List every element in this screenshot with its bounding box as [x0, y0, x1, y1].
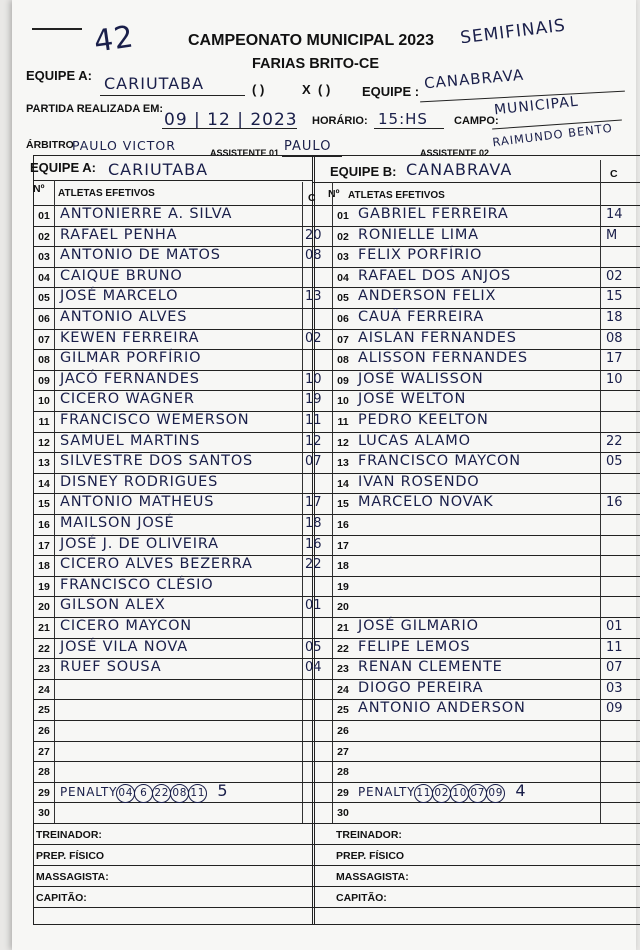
team-a-capitao-label: CAPITÃO: [36, 892, 87, 904]
team-a-player-name: GILMAR PORFÍRIO [60, 350, 202, 367]
team-b-row-number: 21 [337, 622, 349, 634]
team-b-row-number: 27 [337, 745, 349, 758]
team-a-row-number: 21 [38, 622, 50, 634]
team-b-penalty-kick: 09 [486, 784, 505, 803]
top-left-dash [32, 28, 82, 30]
team-a-row-number: 11 [38, 416, 50, 428]
team-a-player-c: 07 [305, 454, 322, 470]
team-b-row-number: 05 [337, 292, 349, 305]
team-a-penalty-kick: 08 [170, 784, 189, 803]
team-a-col-no: Nº [33, 183, 45, 195]
team-a-player-c: 19 [305, 392, 322, 408]
team-b-row-number: 23 [337, 663, 349, 676]
arbitro-value: PAULO VICTOR [72, 138, 176, 153]
team-a-row-number: 22 [38, 642, 50, 655]
team-a-trainer-label: TREINADOR: [36, 829, 102, 841]
team-b-player-name: PEDRO KEELTON [358, 412, 489, 428]
team-b-player-name: ALISSON FERNANDES [358, 350, 528, 367]
team-b-row-number: 29 [337, 786, 349, 799]
team-b-player-c: 11 [606, 639, 623, 655]
team-a-player-c: 08 [305, 248, 322, 264]
team-b-col-athletes: ATLETAS EFETIVOS [348, 190, 445, 201]
team-b-row-number: 24 [337, 683, 349, 696]
team-b-player-c: 05 [606, 454, 623, 470]
team-a-row-number: 16 [38, 519, 50, 531]
team-b-player-name: FRANCISCO MAYCON [358, 453, 521, 470]
team-b-player-name: RONIELLE LIMA [358, 226, 479, 243]
team-a-penalty-kick: 22 [152, 784, 171, 803]
scoresheet [12, 0, 636, 950]
team-b-name: CANABRAVA [406, 160, 513, 179]
team-b-row-number: 12 [337, 436, 349, 449]
team-b-player-c: 14 [606, 207, 623, 222]
team-b-player-name: JOSÉ WALISSON [358, 370, 484, 387]
team-b-penalty [358, 781, 526, 803]
team-b-row-number: 13 [337, 457, 349, 470]
assistente-01-value: PAULO [284, 139, 332, 154]
team-a-player-c: 12 [305, 433, 322, 449]
team-b-player-c: 15 [606, 289, 623, 305]
team-a-player-name: CICERO ALVES BEZERRA [60, 556, 253, 573]
team-b-prep-label: PREP. FÍSICO [336, 850, 405, 862]
team-a-player-c: 22 [305, 557, 322, 573]
team-b-row-number: 20 [337, 601, 349, 614]
team-a-player-name: ANTONIERRE A. SILVA [60, 206, 233, 222]
assistente-02-label: ASSISTENTE 02 [420, 148, 490, 158]
team-a-penalty-total: 5 [217, 780, 229, 800]
score-x: X [302, 82, 311, 97]
team-b-player-name: AISLAN FERNANDES [358, 329, 517, 346]
team-a-col-c: C [308, 192, 316, 204]
equipe-b-header-value: CANABRAVA [423, 65, 525, 93]
team-a-player-c: 17 [305, 495, 322, 511]
team-b-penalty-kick: 07 [468, 784, 487, 803]
team-a-player-name: ANTONIO ALVES [60, 309, 188, 325]
team-b-penalty-total: 4 [515, 780, 527, 800]
team-b-row-number: 07 [337, 333, 349, 346]
team-a-player-name: SAMUEL MARTINS [60, 432, 201, 449]
team-b-row-number: 17 [337, 539, 349, 552]
team-b-player-c: 03 [606, 680, 623, 696]
team-a-row-number: 12 [38, 436, 50, 449]
team-b-player-name: ANTONIO ANDERSON [358, 700, 526, 717]
team-a-player-name: SILVESTRE DOS SANTOS [60, 453, 254, 470]
team-b-player-c: 10 [606, 371, 623, 387]
team-a-row-number: 30 [38, 807, 50, 820]
team-b-player-c: 08 [606, 330, 623, 346]
stage-label: SEMIFINAIS [459, 15, 567, 49]
team-b-label: EQUIPE B: [330, 164, 397, 179]
team-b-player-name: CAUÃ FERREIRA [358, 309, 485, 325]
team-b-row-number: 25 [337, 704, 349, 717]
team-a-player-name: FRANCISCO WEMERSON [60, 412, 250, 428]
team-b-row-number: 06 [337, 313, 349, 325]
team-a-player-name: GILSON ALEX [60, 597, 166, 614]
team-a-col-athletes: ATLETAS EFETIVOS [58, 188, 155, 199]
team-b-row-number: 18 [337, 560, 349, 573]
team-a-player-name: FRANCISCO CLÉSIO [60, 576, 214, 593]
partida-label: PARTIDA REALIZADA EM: [26, 103, 164, 115]
team-b-row-number: 30 [337, 807, 349, 820]
championship-title: CAMPEONATO MUNICIPAL 2023 [188, 32, 434, 49]
team-a-player-name: DISNEY RODRIGUES [60, 473, 219, 490]
team-a-penalty-label: PENALTY [60, 784, 118, 799]
team-a-player-c: 18 [305, 516, 322, 531]
team-b-player-c: 09 [606, 701, 623, 717]
team-b-penalty-label: PENALTY [358, 784, 416, 799]
team-b-player-c: 07 [606, 660, 623, 676]
team-b-player-name: FELIX PORFÍRIO [358, 247, 483, 264]
team-b-row-number: 08 [337, 354, 349, 367]
team-a-row-number: 06 [38, 313, 50, 325]
team-a-row-number: 19 [38, 580, 50, 593]
team-a-penalty-kick: 11 [188, 784, 207, 803]
team-a-row-number: 17 [38, 539, 50, 552]
team-a-row-number: 28 [38, 766, 50, 779]
match-date: 09 | 12 | 2023 [164, 110, 298, 130]
team-a-row-number: 08 [38, 354, 50, 367]
team-b-player-name: JOSÉ GILMARIO [358, 618, 479, 634]
equipe-a-value: CARIUTABA [104, 74, 205, 93]
team-b-row-number: 03 [337, 251, 349, 264]
team-b-player-name: DIOGO PEREIRA [358, 679, 484, 696]
team-a-row-number: 15 [38, 498, 50, 511]
team-b-row-number: 14 [337, 477, 349, 490]
team-b-row-number: 19 [337, 580, 349, 593]
team-b-player-name: GABRIEL FERREIRA [358, 206, 509, 222]
team-b-player-name: ANDERSON FELIX [358, 288, 497, 305]
team-b-player-c: 18 [606, 310, 623, 325]
team-a-player-name: ANTONIO MATHEUS [60, 494, 215, 511]
team-a-row-number: 18 [38, 560, 50, 573]
team-a-player-name: CICERO WAGNER [60, 391, 195, 408]
team-a-player-c: 16 [305, 536, 322, 552]
team-a-row-number: 04 [38, 271, 50, 284]
team-b-penalty-kick: 02 [432, 784, 451, 803]
arbitro-label: ÁRBITRO [26, 139, 74, 151]
corner-number: 42 [91, 19, 137, 60]
equipe-b-header-label: EQUIPE : [362, 84, 420, 99]
team-a-player-c: 05 [305, 639, 322, 655]
team-a-massagista-label: MASSAGISTA: [36, 871, 109, 883]
team-b-massagista-label: MASSAGISTA: [336, 871, 409, 883]
horario-value: 15:HS [378, 110, 428, 128]
team-b-row-number: 15 [337, 498, 349, 511]
team-a-name: CARIUTABA [108, 160, 209, 179]
team-a-player-c: 02 [305, 330, 322, 346]
assistente-02-value: RAIMUNDO BENTO [491, 120, 614, 150]
team-b-player-c: M [606, 227, 618, 243]
team-a-player-name: RUEF SOUSA [60, 659, 162, 676]
team-a-player-c: 11 [305, 413, 322, 428]
team-a-player-c: 01 [305, 598, 322, 614]
team-b-capitao-label: CAPITÃO: [336, 892, 387, 904]
team-a-penalty-kick: 04 [116, 784, 135, 803]
score-a: ( ) [252, 82, 265, 97]
team-b-penalty-kick: 10 [450, 784, 469, 803]
team-a-row-number: 26 [38, 725, 50, 737]
team-a-row-number: 01 [38, 210, 50, 222]
team-b-row-number: 01 [337, 210, 349, 222]
team-a-player-name: JOSÉ MARCELO [60, 288, 179, 305]
team-b-penalty-kick: 11 [414, 784, 433, 803]
team-a-row-number: 29 [38, 786, 50, 799]
team-b-player-name: FELIPE LEMOS [358, 638, 471, 655]
team-a-row-number: 03 [38, 251, 50, 264]
team-a-player-c: 04 [305, 660, 322, 676]
team-b-row-number: 11 [337, 416, 349, 428]
team-a-penalty [60, 781, 228, 803]
team-a-penalty-kick: 6 [134, 784, 153, 803]
team-b-row-number: 26 [337, 725, 349, 737]
team-a-player-name: CAIQUE BRUNO [60, 267, 183, 284]
team-a-row-number: 10 [38, 395, 50, 408]
team-b-player-c: 17 [606, 351, 623, 367]
team-b-player-c: 01 [606, 619, 623, 634]
team-a-row-number: 14 [38, 477, 50, 490]
team-a-row-number: 24 [38, 683, 50, 696]
team-a-player-name: CICERO MAYCON [60, 618, 192, 634]
assistente-01-label: ASSISTENTE 01 [210, 148, 280, 158]
campo-label: CAMPO: [454, 115, 499, 127]
team-b-player-name: RAFAEL DOS ANJOS [358, 267, 512, 284]
team-b-row-number: 04 [337, 271, 349, 284]
team-b-player-name: IVAN ROSENDO [358, 473, 480, 490]
team-a-row-number: 05 [38, 292, 50, 305]
team-b-player-name: JOSÉ WELTON [358, 391, 467, 408]
team-a-player-c: 13 [305, 289, 322, 305]
team-b-trainer-label: TREINADOR: [336, 829, 402, 841]
team-a-row-number: 02 [38, 230, 50, 243]
score-b: ( ) [318, 82, 331, 97]
team-a-player-name: ANTONIO DE MATOS [60, 247, 221, 264]
team-a-player-name: RAFAEL PENHA [60, 226, 178, 243]
team-b-player-c: 02 [606, 268, 623, 284]
team-b-col-c: C [610, 168, 618, 180]
team-a-row-number: 27 [38, 745, 50, 758]
team-a-prep-label: PREP. FÍSICO [36, 850, 105, 862]
team-b-row-number: 09 [337, 374, 349, 387]
team-b-player-c: 16 [606, 495, 623, 511]
team-a-player-c: 10 [305, 371, 322, 387]
team-a-player-name: JOSÉ J. DE OLIVEIRA [60, 535, 219, 552]
team-b-row-number: 22 [337, 642, 349, 655]
team-a-row-number: 13 [38, 457, 50, 470]
team-b-col-no: Nº [328, 188, 340, 200]
campo-value: MUNICIPAL [493, 93, 580, 119]
team-a-row-number: 23 [38, 663, 50, 676]
team-a-player-name: JOSÉ VILA NOVA [60, 638, 188, 655]
team-a-row-number: 20 [38, 601, 50, 614]
team-b-player-c: 22 [606, 433, 623, 449]
team-b-row-number: 16 [337, 519, 349, 531]
team-a-player-name: JACÓ FERNANDES [60, 370, 200, 387]
team-b-row-number: 02 [337, 230, 349, 243]
team-b-player-name: MARCELO NOVAK [358, 494, 494, 511]
team-a-label: EQUIPE A: [30, 160, 96, 175]
team-a-row-number: 07 [38, 333, 50, 346]
team-a-player-name: MAILSON JOSÉ [60, 515, 175, 531]
team-a-row-number: 25 [38, 704, 50, 717]
team-b-player-name: LUCAS ALAMO [358, 432, 471, 449]
city-title: FARIAS BRITO-CE [252, 56, 380, 72]
team-a-player-c: 20 [305, 227, 322, 243]
horario-label: HORÁRIO: [312, 115, 368, 127]
team-a-player-name: KEWEN FERREIRA [60, 329, 200, 346]
team-b-player-name: RENAN CLEMENTE [358, 659, 503, 676]
team-a-row-number: 09 [38, 374, 50, 387]
equipe-a-label: EQUIPE A: [26, 68, 92, 83]
team-b-row-number: 10 [337, 395, 349, 408]
team-b-row-number: 28 [337, 766, 349, 779]
